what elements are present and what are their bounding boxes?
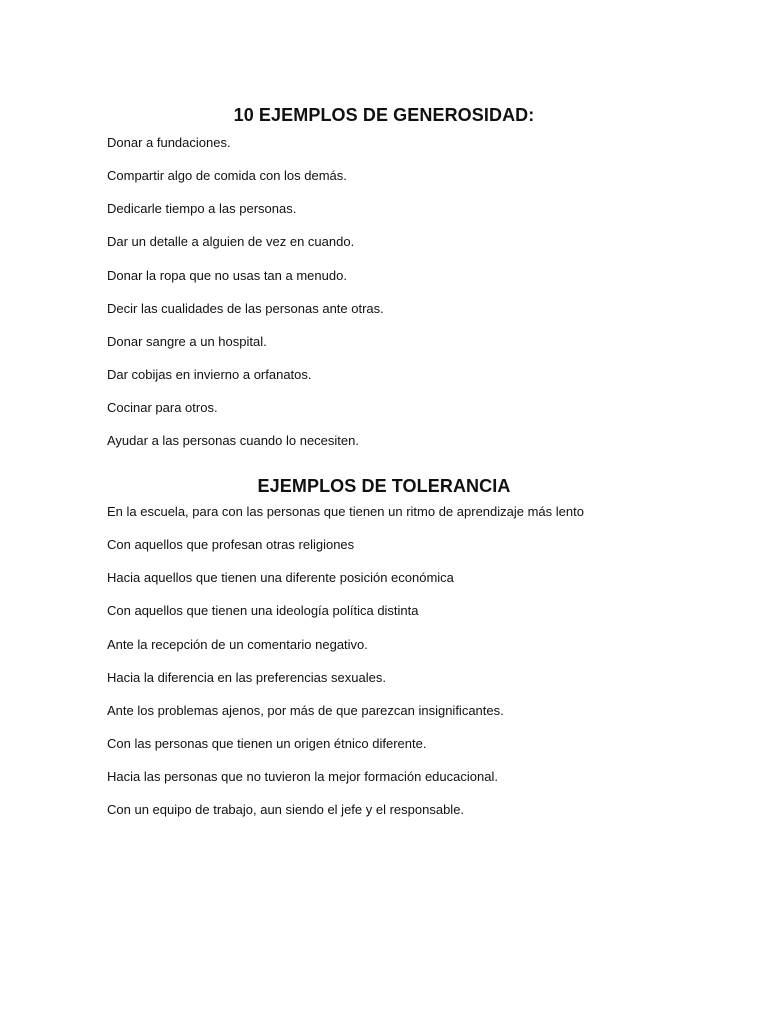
list-item: Con un equipo de trabajo, aun siendo el jefe y el responsable. xyxy=(107,802,465,818)
list-item: Donar sangre a un hospital. xyxy=(107,333,267,349)
list-item: Cocinar para otros. xyxy=(107,400,218,416)
list-item: En la escuela, para con las personas que tienen un ritmo de aprendizaje más lento xyxy=(107,504,584,519)
list-item: Compartir algo de comida con los demás. xyxy=(107,168,347,184)
list-item: Hacia las personas que no tuvieron la mejor formación educacional. xyxy=(107,769,498,785)
list-item: Dar un detalle a alguien de vez en cuando. xyxy=(107,234,355,250)
list-item: Ante la recepción de un comentario negativo. xyxy=(107,636,368,652)
list-item: Ante los problemas ajenos, por más de que parezcan insignificantes. xyxy=(107,702,504,718)
list-item: Dar cobijas en invierno a orfanatos. xyxy=(107,366,312,382)
list-item: Con aquellos que tienen una ideología política distinta xyxy=(107,603,419,619)
generosity-heading: 10 EJEMPLOS DE GENEROSIDAD: xyxy=(233,105,535,126)
list-item: Hacia aquellos que tienen una diferente posición económica xyxy=(107,570,454,586)
list-item: Donar la ropa que no usas tan a menudo. xyxy=(107,267,347,283)
list-item: Con aquellos que profesan otras religiones xyxy=(107,537,355,553)
tolerance-list xyxy=(107,504,584,835)
list-item: Con las personas que tienen un origen étnico diferente. xyxy=(107,735,427,751)
tolerance-heading: EJEMPLOS DE TOLERANCIA xyxy=(257,476,511,497)
list-item: Decir las cualidades de las personas ante otras. xyxy=(107,300,384,316)
list-item: Ayudar a las personas cuando lo necesiten. xyxy=(107,433,359,449)
list-item: Donar a fundaciones. xyxy=(107,135,231,150)
list-item: Hacia la diferencia en las preferencias sexuales. xyxy=(107,669,386,685)
list-item: Dedicarle tiempo a las personas. xyxy=(107,201,297,217)
generosity-list xyxy=(107,135,384,466)
